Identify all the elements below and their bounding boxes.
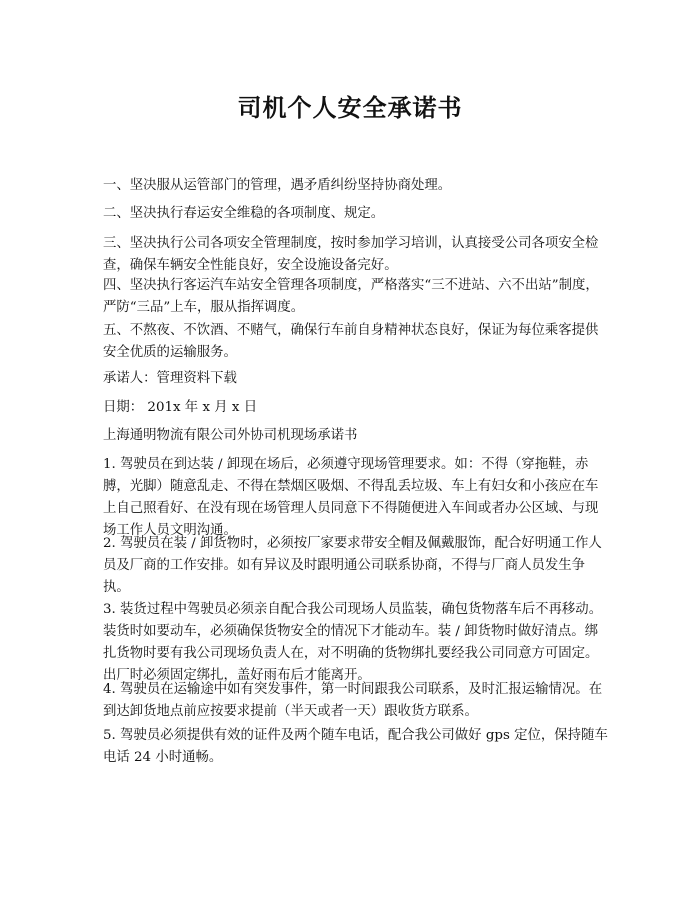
section-heading: 上海通明物流有限公司外协司机现场承诺书 [103,428,358,443]
pledge-item-1: 一、坚决服从运管部门的管理，遇矛盾纠纷坚持协商处理。 [103,178,452,193]
pledge-item-2: 二、坚决执行春运安全维稳的各项制度、规定。 [103,206,385,221]
rule-item-2: 2. 驾驶员在装 / 卸货物时，必须按厂家要求带安全帽及佩戴服饰，配合好明通工作人员及厂商的工作安排。如有异议及时跟明通公司联系协商，不得与厂商人员发生争执。 [103,536,602,595]
rule-item-5: 5. 驾驶员必须提供有效的证件及两个随车电话，配合我公司做好 gps 定位，保持随车电话 24 小时通畅。 [103,728,608,765]
document-title: 司机个人安全承诺书 [237,93,463,122]
rule-item-4: 4. 驾驶员在运输途中如有突发事件，第一时间跟我公司联系，及时汇报运输情况。在到达卸货地点前应按要求提前（半天或者一天）跟收货方联系。 [103,682,603,719]
date-line: 日期： 201x 年 x 月 x 日 [103,400,258,415]
rule-item-3: 3. 装货过程中驾驶员必须亲自配合我公司现场人员监装，确包货物落车后不再移动。装货时如要动车，必须确保货物安全的情况下才能动车。装 / 卸货物时做好清点。绑扎货物时要有我公司现场负责人在，对不明确的货物绑扎要经我公司同意方可固定。出厂时必须固定绑扎，盖好雨布后才能离开。 [103,602,603,683]
pledger-line: 承诺人：管理资料下载 [103,371,237,386]
pledge-item-3: 三、坚决执行公司各项安全管理制度，按时参加学习培训，认真接受公司各项安全检查，确保车辆安全性能良好，安全设施设备完好。 [103,236,599,273]
pledge-item-4: 四、坚决执行客运汽车站安全管理各项制度，严格落实“三不进站、六不出站”制度，严防“三品”上车，服从指挥调度。 [103,278,599,315]
pledge-item-5: 五、不熬夜、不饮酒、不赌气，确保行车前自身精神状态良好，保证为每位乘客提供安全优质的运输服务。 [103,323,599,360]
rule-item-1: 1. 驾驶员在到达装 / 卸现在场后，必须遵守现场管理要求。如：不得（穿拖鞋，赤膊，光脚）随意乱走、不得在禁烟区吸烟、不得乱丢垃圾、车上有妇女和小孩应在车上自己照看好、在没有现在场管理人员同意下不得随便进入车间或者办公区域、与现场工作人员文明沟通。 [103,457,599,538]
